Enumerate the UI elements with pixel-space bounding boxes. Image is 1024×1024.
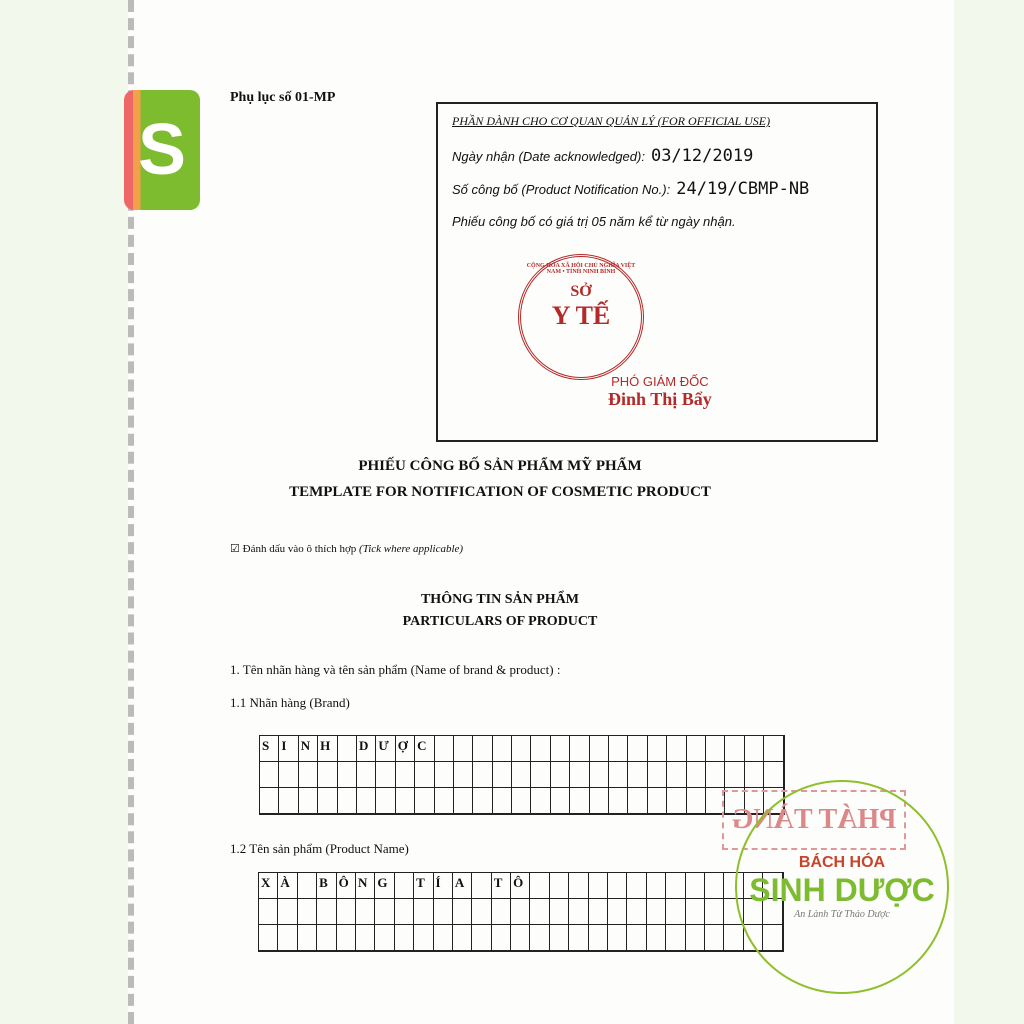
seal-top: SỞ bbox=[570, 283, 592, 300]
grid-cell bbox=[745, 762, 764, 788]
grid-cell bbox=[356, 925, 375, 951]
grid-cell bbox=[512, 788, 531, 814]
official-seal bbox=[518, 254, 644, 380]
grid-cell: Í bbox=[434, 873, 453, 899]
grid-cell bbox=[687, 762, 706, 788]
seal-ring-text: CỘNG HÒA XÃ HỘI CHỦ NGHĨA VIỆT NAM • TỈNH NINH BÌNH bbox=[526, 263, 636, 275]
grid-cell: N bbox=[356, 873, 375, 899]
grid-cell bbox=[338, 736, 357, 762]
grid-cell bbox=[706, 736, 725, 762]
grid-cell bbox=[434, 925, 453, 951]
grid-cell bbox=[278, 925, 297, 951]
grid-cell bbox=[686, 899, 705, 925]
grid-cell bbox=[628, 762, 647, 788]
grid-cell bbox=[609, 762, 628, 788]
grid-cell: Ô bbox=[337, 873, 356, 899]
tick-note: ☑ Đánh dấu vào ô thích hợp (Tick where applicable) bbox=[230, 543, 464, 555]
notification-value: 24/19/CBMP-NB bbox=[676, 179, 810, 199]
grid-cell bbox=[570, 736, 589, 762]
form-title-vi: PHIẾU CÔNG BỐ SẢN PHẨM MỸ PHẨM bbox=[358, 458, 642, 474]
item-1: 1. Tên nhãn hàng và tên sản phẩm (Name of brand & product) : bbox=[230, 662, 561, 677]
grid-cell bbox=[686, 873, 705, 899]
grid-cell bbox=[395, 873, 414, 899]
grid-cell bbox=[317, 925, 336, 951]
seal-main: Y TẾ bbox=[551, 301, 611, 330]
grid-cell bbox=[724, 925, 743, 951]
grid-cell bbox=[434, 899, 453, 925]
grid-cell bbox=[648, 762, 667, 788]
grid-cell bbox=[667, 762, 686, 788]
grid-cell bbox=[569, 925, 588, 951]
date-value: 03/12/2019 bbox=[650, 146, 754, 166]
item-1-2: 1.2 Tên sản phẩm (Product Name) bbox=[230, 841, 409, 856]
date-row bbox=[452, 146, 753, 166]
grid-cell bbox=[472, 925, 491, 951]
grid-cell bbox=[493, 736, 512, 762]
grid-cell bbox=[706, 762, 725, 788]
grid-cell bbox=[530, 873, 549, 899]
grid-cell bbox=[687, 788, 706, 814]
grid-cell bbox=[395, 925, 414, 951]
grid-cell bbox=[453, 899, 472, 925]
grid-cell bbox=[531, 736, 550, 762]
section-title-en: PARTICULARS OF PRODUCT bbox=[402, 614, 598, 629]
grid-cell bbox=[493, 762, 512, 788]
official-use-box bbox=[436, 102, 878, 442]
grid-cell bbox=[608, 899, 627, 925]
grid-cell bbox=[259, 925, 278, 951]
grid-cell bbox=[279, 762, 298, 788]
grid-cell bbox=[590, 762, 609, 788]
grid-cell bbox=[492, 899, 511, 925]
brand-logo: S bbox=[124, 90, 200, 210]
grid-cell: N bbox=[299, 736, 318, 762]
grid-cell: G bbox=[375, 873, 394, 899]
grid-cell bbox=[530, 925, 549, 951]
grid-cell bbox=[396, 762, 415, 788]
grid-cell bbox=[687, 736, 706, 762]
grid-cell bbox=[745, 736, 764, 762]
grid-cell bbox=[318, 762, 337, 788]
grid-cell: D bbox=[357, 736, 376, 762]
date-label: Ngày nhận (Date acknowledged): bbox=[452, 149, 645, 164]
grid-cell bbox=[259, 899, 278, 925]
grid-cell bbox=[647, 925, 666, 951]
grid-cell bbox=[472, 899, 491, 925]
grid-cell bbox=[569, 873, 588, 899]
grid-cell: S bbox=[260, 736, 279, 762]
grid-cell bbox=[414, 899, 433, 925]
watermark-main: SINH DƯỢC bbox=[749, 872, 935, 908]
grid-cell bbox=[628, 788, 647, 814]
grid-cell bbox=[705, 925, 724, 951]
grid-cell bbox=[608, 873, 627, 899]
grid-cell bbox=[551, 736, 570, 762]
grid-cell bbox=[667, 788, 686, 814]
grid-cell: À bbox=[278, 873, 297, 899]
grid-cell bbox=[511, 899, 530, 925]
grid-cell bbox=[512, 736, 531, 762]
grid-cell bbox=[318, 788, 337, 814]
grid-cell bbox=[725, 736, 744, 762]
grid-cell bbox=[454, 788, 473, 814]
grid-cell bbox=[725, 762, 744, 788]
grid-cell bbox=[550, 925, 569, 951]
section-title-vi: THÔNG TIN SẢN PHẨM bbox=[420, 592, 580, 607]
grid-cell bbox=[396, 788, 415, 814]
grid-cell bbox=[317, 899, 336, 925]
grid-cell bbox=[299, 762, 318, 788]
grid-cell bbox=[376, 762, 395, 788]
grid-cell bbox=[337, 899, 356, 925]
grid-cell bbox=[298, 925, 317, 951]
grid-cell bbox=[493, 788, 512, 814]
grid-cell bbox=[647, 873, 666, 899]
grid-cell bbox=[705, 873, 724, 899]
watermark-tagline: An Lành Từ Thảo Dược bbox=[794, 909, 890, 920]
grid-cell bbox=[356, 899, 375, 925]
grid-cell bbox=[550, 899, 569, 925]
grid-cell bbox=[260, 762, 279, 788]
grid-cell bbox=[570, 788, 589, 814]
red-stamp: PHÁT TÀNG bbox=[722, 790, 906, 850]
grid-cell bbox=[375, 899, 394, 925]
grid-cell bbox=[415, 762, 434, 788]
grid-cell bbox=[590, 788, 609, 814]
grid-cell bbox=[337, 925, 356, 951]
grid-cell bbox=[608, 925, 627, 951]
grid-cell bbox=[472, 873, 491, 899]
grid-cell bbox=[666, 873, 685, 899]
grid-cell bbox=[492, 925, 511, 951]
grid-cell bbox=[338, 788, 357, 814]
notification-row bbox=[452, 179, 809, 199]
grid-cell bbox=[473, 736, 492, 762]
grid-cell bbox=[764, 762, 783, 788]
grid-cell bbox=[531, 762, 550, 788]
grid-cell bbox=[454, 762, 473, 788]
grid-cell bbox=[279, 788, 298, 814]
grid-cell bbox=[647, 899, 666, 925]
grid-cell: C bbox=[415, 736, 434, 762]
official-header: PHẦN DÀNH CHO CƠ QUAN QUẢN LÝ (FOR OFFICIAL USE) bbox=[452, 114, 771, 128]
grid-cell bbox=[395, 899, 414, 925]
grid-cell bbox=[551, 788, 570, 814]
grid-cell bbox=[686, 925, 705, 951]
grid-cell bbox=[260, 788, 279, 814]
grid-cell bbox=[435, 788, 454, 814]
grid-cell bbox=[299, 788, 318, 814]
tick-note-en: (Tick where applicable) bbox=[359, 543, 464, 555]
grid-cell: Ô bbox=[511, 873, 530, 899]
grid-cell bbox=[376, 788, 395, 814]
grid-cell bbox=[648, 788, 667, 814]
grid-cell: Ợ bbox=[396, 736, 415, 762]
grid-cell bbox=[415, 788, 434, 814]
grid-cell bbox=[627, 873, 646, 899]
watermark-top: BÁCH HÓA bbox=[798, 854, 886, 871]
grid-cell bbox=[454, 736, 473, 762]
grid-cell bbox=[338, 762, 357, 788]
grid-cell bbox=[589, 873, 608, 899]
grid-cell bbox=[530, 899, 549, 925]
grid-cell bbox=[666, 925, 685, 951]
signer-name: Đinh Thị Bẩy bbox=[608, 389, 712, 409]
grid-cell bbox=[589, 925, 608, 951]
grid-cell: X bbox=[259, 873, 278, 899]
watermark-logo bbox=[735, 780, 949, 994]
grid-cell bbox=[435, 736, 454, 762]
appendix-label: Phụ lục số 01-MP bbox=[230, 90, 336, 105]
grid-cell: A bbox=[453, 873, 472, 899]
grid-cell: T bbox=[414, 873, 433, 899]
notification-label: Số công bố (Product Notification No.): bbox=[452, 182, 671, 197]
grid-cell bbox=[375, 925, 394, 951]
grid-cell bbox=[298, 899, 317, 925]
grid-cell bbox=[414, 925, 433, 951]
grid-cell bbox=[609, 788, 628, 814]
validity-text: Phiếu công bố có giá trị 05 năm kể từ ngày nhận. bbox=[452, 214, 736, 229]
grid-cell: T bbox=[492, 873, 511, 899]
form-title-en: TEMPLATE FOR NOTIFICATION OF COSMETIC PRODUCT bbox=[289, 484, 711, 500]
grid-cell: I bbox=[279, 736, 298, 762]
grid-cell bbox=[627, 925, 646, 951]
grid-cell bbox=[627, 899, 646, 925]
grid-cell bbox=[666, 899, 685, 925]
brand-grid bbox=[259, 735, 785, 815]
grid-cell bbox=[590, 736, 609, 762]
grid-cell bbox=[648, 736, 667, 762]
grid-cell bbox=[589, 899, 608, 925]
signature-block bbox=[608, 374, 712, 410]
grid-cell bbox=[357, 762, 376, 788]
grid-cell bbox=[357, 788, 376, 814]
grid-cell bbox=[628, 736, 647, 762]
grid-cell bbox=[570, 762, 589, 788]
tick-note-vi: Đánh dấu vào ô thích hợp bbox=[242, 543, 357, 555]
grid-cell bbox=[435, 762, 454, 788]
grid-cell bbox=[298, 873, 317, 899]
grid-cell: Ư bbox=[376, 736, 395, 762]
grid-cell bbox=[569, 899, 588, 925]
item-1-1: 1.1 Nhãn hàng (Brand) bbox=[230, 695, 350, 710]
signer-title: PHÓ GIÁM ĐỐC bbox=[611, 374, 709, 389]
grid-cell bbox=[705, 899, 724, 925]
grid-cell bbox=[473, 788, 492, 814]
grid-cell bbox=[278, 899, 297, 925]
grid-cell bbox=[512, 762, 531, 788]
grid-cell bbox=[531, 788, 550, 814]
grid-cell bbox=[609, 736, 628, 762]
grid-cell bbox=[764, 736, 783, 762]
grid-cell bbox=[473, 762, 492, 788]
product-name-grid bbox=[258, 872, 784, 952]
grid-cell: B bbox=[317, 873, 336, 899]
grid-cell: H bbox=[318, 736, 337, 762]
grid-cell bbox=[453, 925, 472, 951]
grid-cell bbox=[551, 762, 570, 788]
grid-cell bbox=[667, 736, 686, 762]
grid-cell bbox=[550, 873, 569, 899]
grid-cell bbox=[511, 925, 530, 951]
